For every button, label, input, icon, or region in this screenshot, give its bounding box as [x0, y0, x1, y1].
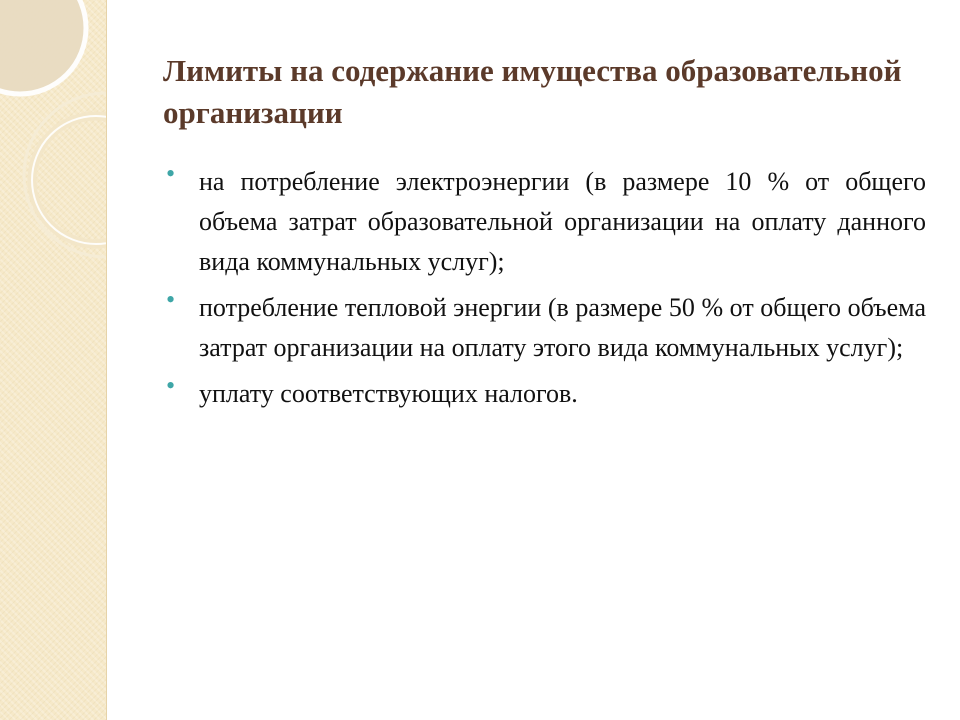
bullet-dot-icon: •	[166, 371, 176, 400]
bullet-text: на потребление электроэнергии (в размере 10 % от общего объема затрат образовательной организации на оплату данного вида коммунальных услуг);	[199, 167, 926, 276]
bullet-item	[166, 285, 926, 368]
ring-middle	[32, 116, 106, 244]
bullet-dot-icon: •	[166, 159, 176, 188]
slide-title: Лимиты на содержание имущества образовательной организации	[163, 53, 902, 130]
bullet-dot-icon: •	[166, 285, 176, 314]
bullet-item	[166, 159, 926, 282]
bullet-text: уплату соответствующих налогов.	[199, 379, 578, 408]
decorative-rings	[0, 0, 106, 720]
ring-top	[0, 0, 86, 94]
bullet-list	[166, 159, 926, 420]
ring-middle-highlight	[32, 116, 106, 244]
bullet-item	[166, 371, 926, 414]
bullet-text: потребление тепловой энергии (в размере 50 % от общего объема затрат организации на оплату этого вида коммунальных услуг);	[199, 293, 926, 362]
